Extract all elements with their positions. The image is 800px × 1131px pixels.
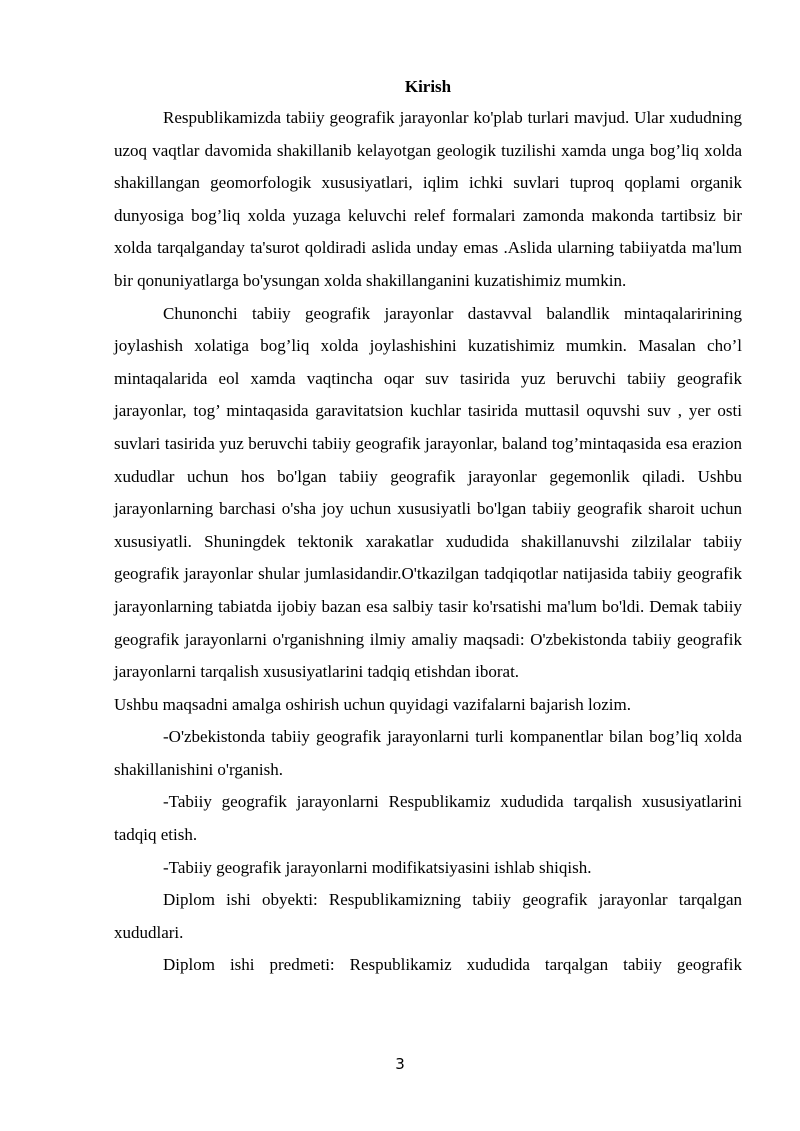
paragraph-task-1: -O'zbekistonda tabiiy geografik jarayonlarni turli kompanentlar bilan bog’liq xolda shakillanishini o'rganish.	[114, 727, 742, 779]
page-number: 3	[395, 1055, 405, 1073]
paragraph-task-2: -Tabiiy geografik jarayonlarni Respublikamiz xududida tarqalish xususiyatlarini tadqiq etish.	[114, 792, 742, 845]
paragraph-intro: Respublikamizda tabiiy geografik jarayonlar ko'plab turlari mavjud. Ular xududning uzoq vaqtlar davomida shakillanib kelayotgan geologik tuzilishi xamda unga bog’liq xolda shakillangan geomorfologik xususiyatlari, iqlim ichki suvlari tuproq qoplami organik dunyosiga bog’liq xolda yuzaga keluvchi relef formalari zamonda makonda tartibsiz bir xolda tarqalganday ta'surot qoldiradi aslida unday emas .Aslida ularning tabiiyatda ma'lum bir qonuniyatlarga bo'ysungan xolda shakillanganini kuzatishimiz mumkin.	[114, 108, 742, 290]
paragraph-subject: Diplom ishi predmeti: Respublikamiz xududida tarqalgan tabiiy geografik	[163, 955, 742, 975]
paragraph-task-3: -Tabiiy geografik jarayonlarni modifikatsiyasini ishlab shiqish.	[163, 857, 592, 877]
paragraph-object: Diplom ishi obyekti: Respublikamizning tabiiy geografik jarayonlar tarqalgan xududlari.	[114, 890, 742, 942]
paragraph-tasks-intro: Ushbu maqsadni amalga oshirish uchun quyidagi vazifalarni bajarish lozim.	[114, 694, 631, 714]
paragraph-processes: Chunonchi tabiiy geografik jarayonlar dastavval balandlik mintaqalaririning joylashish xolatiga bog’liq xolda joylashishini kuzatishimiz mumkin. Masalan cho’l mintaqalarida eol xamda vaqtincha oqar suv tasirida yuz beruvchi tabiiy geografik jarayonlar, tog’ mintaqasida garavitatsion kuchlar tasirida muttasil oquvshi suv , yer osti suvlari tasirida yuz beruvchi tabiiy geografik jarayonlar, baland tog’mintaqasida esa erazion xududlar uchun hos bo'lgan tabiiy geografik jarayonlar gegemonlik qiladi. Ushbu jarayonlarning barchasi o'sha joy uchun xususiyatli bo'lgan tabiiy geografik sharoit uchun xususiyatli. Shuningdek tektonik xarakatlar xududida shakillanuvshi zilzilalar tabiiy geografik jarayonlar shular jumlasidandir.O'tkazilgan tadqiqotlar natijasida tabiiy geografik jarayonlarning tabiatda ijobiy bazan esa salbiy tasir ko'rsatishi ma'lum bo'ldi. Demak tabiiy geografik jarayonlarni o'rganishning ilmiy amaliy maqsadi: O'zbekistonda tabiiy geografik jarayonlarni tarqalish xususiyatlarini tadqiq etishdan iborat.	[114, 303, 742, 682]
page-title: Kirish	[404, 77, 452, 96]
document-body	[114, 76, 742, 982]
